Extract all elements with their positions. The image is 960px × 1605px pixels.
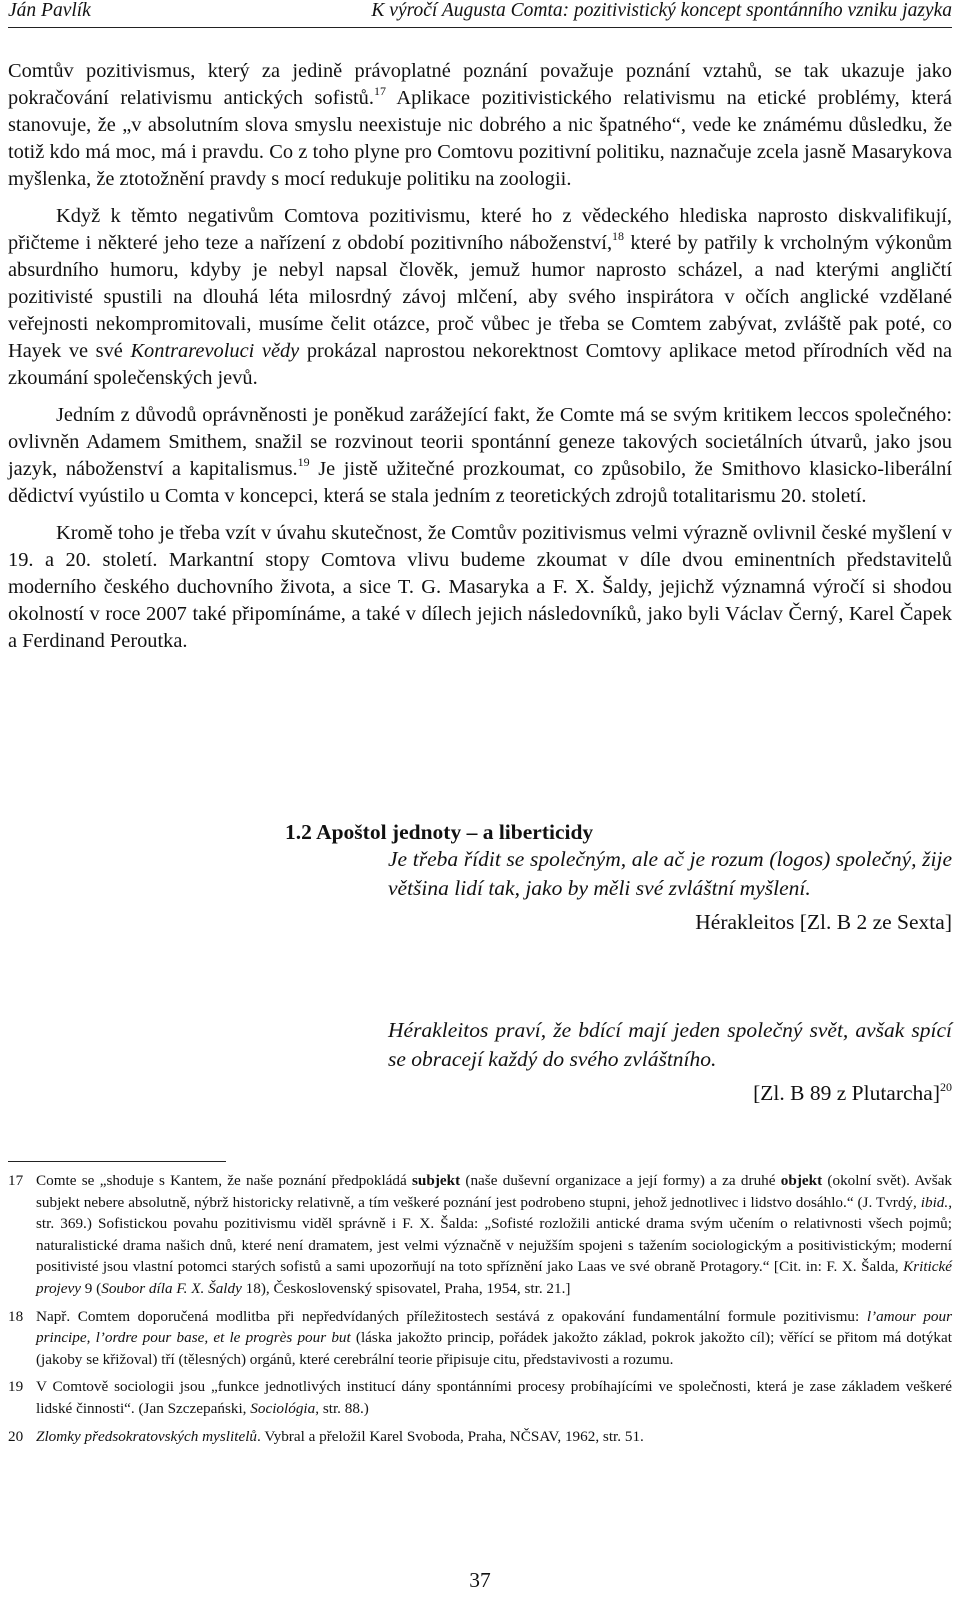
footnote-text-run: Comte se „shoduje s Kantem, že naše poznání předpokládá <box>36 1172 413 1189</box>
paragraph-1 <box>8 58 952 193</box>
paragraph-4: Kromě toho je třeba vzít v úvahu skutečnost, že Comtův pozitivismus velmi výrazně ovlivnil české myšlení v 19. a 20. století. Markantní stopy Comtova vlivu budeme zkoumat v díle dvou eminentních představitelů moderního českého duchovního života, a sice T. G. Masaryka a F. X. Šaldy, jejichž významná výročí si shodou okolností v roce 2007 také připomínáme, a také v dílech jejich následovníků, jako byli Václav Černý, Karel Čapek a Ferdinand Peroutka. <box>8 522 952 652</box>
footnote-text-run: (láska jakožto princip, pořádek jakožto základ, pokrok jakožto cíl); věřící se přitom má dotýkat (jakoby se křižoval) tří (tělesných) orgánů, které cerebrální teorie připisuje citu, představivosti a rozumu. <box>36 1329 952 1368</box>
main-text <box>8 58 952 665</box>
paragraph-3 <box>8 402 952 510</box>
header-rule <box>8 27 952 28</box>
footnote-italic-run: Kritické projevy <box>36 1258 952 1297</box>
footnote-ref-18[interactable]: 18 <box>612 229 625 244</box>
book-title-italic: Kontrarevoluci vědy <box>130 340 300 362</box>
footnotes <box>8 1170 952 1453</box>
paragraph-3-text-a: Jedním z důvodů oprávněnosti je poněkud zarážející fakt, že Comte má se svým kritikem leccos společného: ovlivněn Adamem Smithem, snažil se rozvinout teorii spontánní geneze takových societálních útvarů, jako jsou jazyk, náboženství a kapitalismus. <box>8 404 952 480</box>
footnote-18 <box>8 1306 952 1371</box>
footnote-bold-run: objekt <box>780 1172 823 1189</box>
footnote-text-run: , str. 88.) <box>315 1399 369 1417</box>
footnote-text-run: (naše duševní organizace a její formy) a za druhé <box>460 1172 781 1189</box>
epigraph-2 <box>388 1016 952 1108</box>
footnote-text-run: 9 ( <box>80 1279 102 1297</box>
footnote-ref-17[interactable]: 17 <box>373 84 386 99</box>
footnote-ref-19[interactable]: 19 <box>297 455 310 470</box>
footnote-bold-run: subjekt <box>412 1172 461 1189</box>
footnote-text-run: Např. Comtem doporučená modlitba při nepředvídaných příležitostech sestává z opakování fundamentální formule pozitivismu: <box>36 1307 867 1325</box>
epigraph-1 <box>388 845 952 937</box>
epigraph-1-source: Hérakleitos [Zl. B 2 ze Sexta] <box>695 910 952 934</box>
paragraph-3-text-b: Je jistě užitečné prozkoumat, co způsobilo, že Smithovo klasicko-liberální dědictví vyústilo u Comta v koncepci, která se stala jedním z teoretických zdrojů totalitarismu 20. století. <box>8 458 952 507</box>
paragraph-1-text-b: Aplikace pozitivistického relativismu na etické problémy, která stanovuje, že „v absolutním slova smyslu neexistuje nic dobrého a nic špatného“, vede ke známému důsledku, že totiž kdo má moc, má i pravdu. Co z toho plyne pro Comtovu pozitivní politiku, naznačuje zcela jasně Masarykova myšlenka, že ztotožnění pravdy s mocí redukuje politiku na zoologii. <box>8 87 952 190</box>
epigraph-2-source <box>388 1079 952 1108</box>
footnote-italic-run: Soubor díla F. X. Šaldy <box>101 1279 242 1297</box>
paragraph-2-text-c: prokázal naprostou nekorektnost Comtovy aplikace metod přírodních věd na zkoumání společenských jevů. <box>8 340 953 389</box>
footnote-text-run: (okolní svět). Avšak subjekt nebere absolutně, nýbrž historicky relativně, a tím veškeré poznání jest podrobeno stupni, jehož jednotlivec i lidstvo dosáhlo.“ (J. Tvrdý, <box>36 1172 953 1211</box>
footnote-text-run: 18), Československý spisovatel, Praha, 1954, str. 21.] <box>241 1279 571 1297</box>
header-author: Ján Pavlík <box>8 0 91 21</box>
page-number: 37 <box>469 1568 491 1592</box>
footnote-text <box>36 1170 952 1300</box>
footnote-number: 20 <box>8 1427 24 1445</box>
footnote-number: 19 <box>8 1378 24 1396</box>
footnote-text <box>36 1376 952 1419</box>
footnote-number: 18 <box>8 1307 24 1325</box>
footnote-19 <box>8 1376 952 1419</box>
epigraph-2-quote: Hérakleitos praví, že bdící mají jeden společný svět, avšak spící se obracejí každý do svého zvláštního. <box>388 1018 952 1071</box>
footnote-17 <box>8 1170 952 1300</box>
footnote-italic-run: l’amour pour principe, l’ordre pour base, et le progrès pour but <box>36 1307 952 1347</box>
footnote-number: 17 <box>8 1172 24 1189</box>
footnote-text-run: , str. 369.) Sofistickou povahu pozitivismu viděl správně i F. X. Šalda: „Sofisté rozložili antické drama svým učením o relativnosti všech pojmů; naturalistické drama našich dnů, které není dramatem, jest velmi význačně v nejužším spojeni s tažením sociologickým a positivistickým; moderní positivisté jsou vlastní potomci starých sofistů a sami upozorňují na toto spříznění jako Laas ve své obraně Protagory.“ [Cit. in: F. X. Šalda, <box>36 1193 952 1276</box>
footnote-text <box>36 1306 952 1371</box>
footnote-text-run: . Vybral a přeložil Karel Svoboda, Praha, NČSAV, 1962, str. 51. <box>257 1427 644 1445</box>
footnote-ref-20[interactable]: 20 <box>940 1079 952 1094</box>
footnote-20 <box>8 1426 952 1448</box>
paragraph-2-text-b: které by patřily k vrcholným výkonům absurdního humoru, kdyby je nebyl napsal člověk, jemuž humor naprosto scházel, a nad kterými angličtí pozitivisté spustili na dlouhá léta milosrdný závoj mlčení, aby svého inspirátora v očích anglické vzdělané veřejnosti nekompromitovali, musíme čelit otázce, proč vůbec je třeba se Comtem zabývat, zvláště pak poté, co Hayek ve své <box>8 232 952 362</box>
running-header <box>8 0 952 26</box>
epigraph-2-source-text: [Zl. B 89 z Plutarcha] <box>753 1081 940 1105</box>
section-heading: 1.2 Apoštol jednoty – a liberticidy <box>285 820 594 844</box>
footnote-text-run: V Comtově sociologii jsou „funkce jednotlivých institucí dány spontánními procesy probíhajícími ve společnosti, která je zase základem veškeré lidské činnosti“. (Jan Szczepański, <box>36 1378 952 1417</box>
footnote-separator <box>8 1161 226 1162</box>
paragraph-1-text-a: Comtův pozitivismus, který za jedině právoplatné poznání považuje poznání vztahů, se tak ukazuje jako pokračování relativismu antických sofistů. <box>8 60 952 109</box>
epigraph-1-quote: Je třeba řídit se společným, ale ač je rozum (logos) společný, žije většina lidí tak, jako by měli své zvláštní myšlení. <box>388 847 952 900</box>
paragraph-2 <box>8 203 952 392</box>
footnote-italic-run: ibid. <box>920 1193 949 1211</box>
footnote-italic-run: Zlomky předsokratovských myslitelů <box>36 1427 258 1445</box>
footnote-italic-run: Sociológia <box>250 1399 316 1417</box>
footnote-text <box>36 1426 952 1448</box>
header-title: K výročí Augusta Comta: pozitivistický koncept spontánního vzniku jazyka <box>371 0 952 21</box>
paragraph-2-text-a: Když k těmto negativům Comtova pozitivismu, které ho z vědeckého hlediska naprosto diskvalifikují, přičteme i některé jeho teze a nařízení z období pozitivního náboženství, <box>8 205 952 254</box>
